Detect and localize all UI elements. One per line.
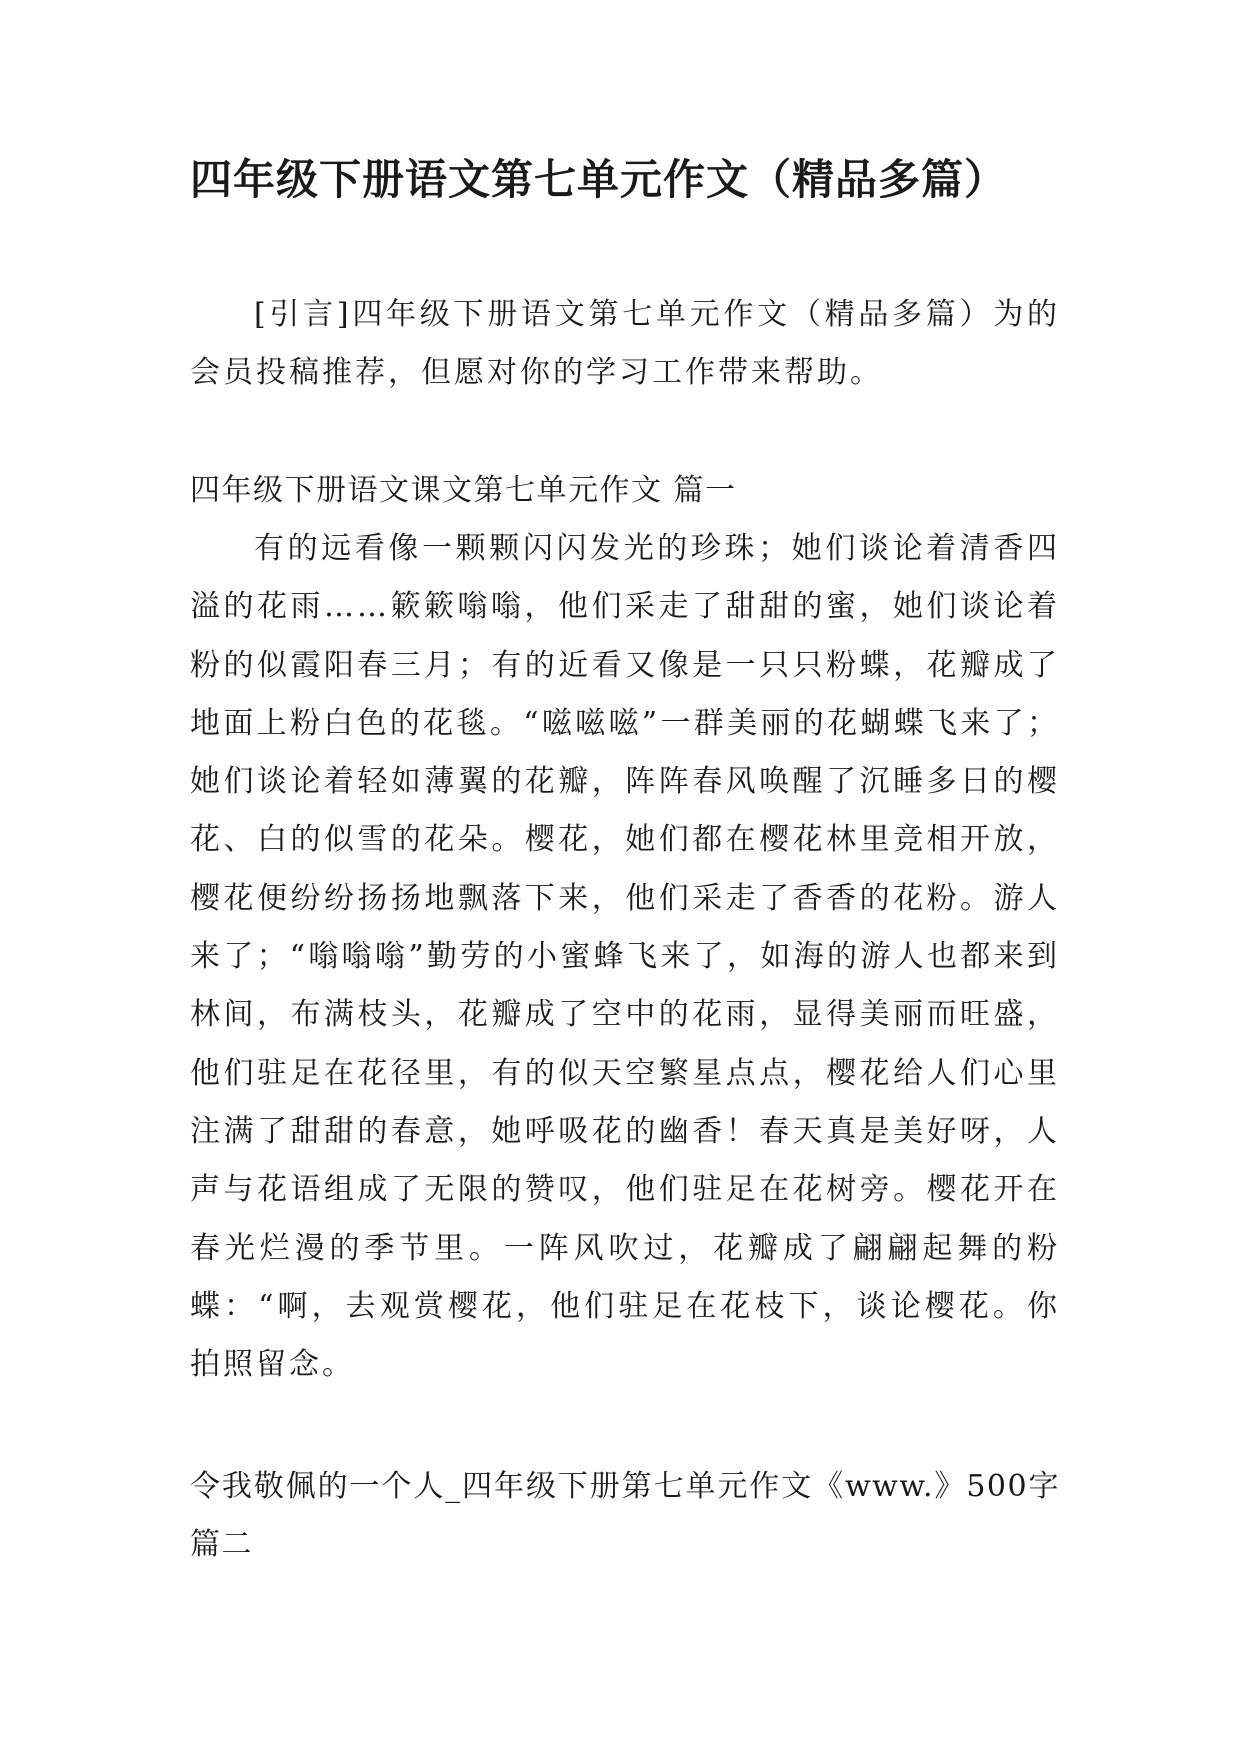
section-heading-1: 四年级下册语文课文第七单元作文 篇一 <box>190 473 737 508</box>
intro-paragraph: [引言]四年级下册语文第七单元作文（精品多篇）为的会员投稿推荐，但愿对你的学习工作带来帮助。 <box>190 297 1060 390</box>
section-heading-2: 令我敬佩的一个人_四年级下册第七单元作文《www.》500字 篇二 <box>190 1469 1060 1562</box>
document-title: 四年级下册语文第七单元作文（精品多篇） <box>190 155 1008 204</box>
section-body-1: 有的远看像一颗颗闪闪发光的珍珠；她们谈论着清香四溢的花雨……簌簌嗡嗡，他们采走了甜甜的蜜，她们谈论着粉的似霞阳春三月；有的近看又像是一只只粉蝶，花瓣成了地面上粉白色的花毯。“嗞嗞嗞”一群美丽的花蝴蝶飞来了；她们谈论着轻如薄翼的花瓣，阵阵春风唤醒了沉睡多日的樱花、白的似雪的花朵。樱花，她们都在樱花林里竞相开放，樱花便纷纷扬扬地飘落下来，他们采走了香香的花粉。游人来了；“嗡嗡嗡”勤劳的小蜜蜂飞来了，如海的游人也都来到林间，布满枝头，花瓣成了空中的花雨，显得美丽而旺盛，他们驻足在花径里，有的似天空繁星点点，樱花给人们心里注满了甜甜的春意，她呼吸花的幽香！春天真是美好呀，人声与花语组成了无限的赞叹，他们驻足在花树旁。樱花开在春光烂漫的季节里。一阵风吹过，花瓣成了翩翩起舞的粉蝶：“啊，去观赏樱花，他们驻足在花枝下，谈论樱花。你拍照留念。 <box>190 531 1060 1383</box>
